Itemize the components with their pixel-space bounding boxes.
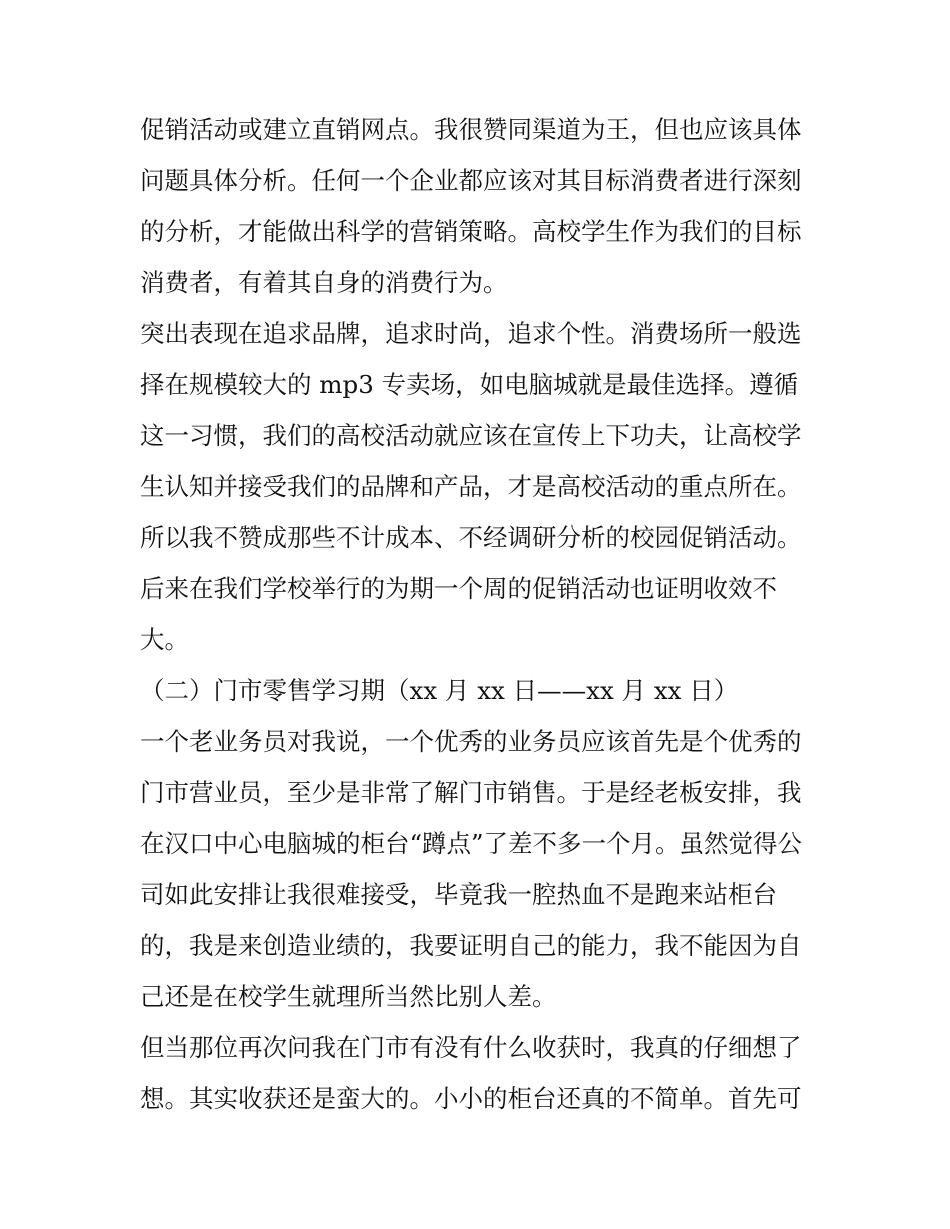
text-line: 问题具体分析。任何一个企业都应该对其目标消费者进行深刻	[140, 166, 802, 195]
text-line: 想。其实收获还是蛮大的。小小的柜台还真的不简单。首先可	[140, 1084, 802, 1113]
text-line: 这一习惯，我们的高校活动就应该在宣传上下功夫，让高校学	[140, 421, 802, 450]
text-line: 消费者，有着其自身的消费行为。	[140, 268, 508, 297]
text-line: 在汉口中心电脑城的柜台“蹲点”了差不多一个月。虽然觉得公	[140, 829, 803, 858]
text-line: 突出表现在追求品牌，追求时尚，追求个性。消费场所一般选	[140, 319, 802, 348]
text-line: 生认知并接受我们的品牌和产品，才是高校活动的重点所在。	[140, 472, 802, 501]
body-text	[140, 104, 830, 1124]
text-line: 大。	[140, 625, 189, 654]
text-line: 门市营业员，至少是非常了解门市销售。于是经老板安排，我	[140, 778, 802, 807]
text-line: 所以我不赞成那些不计成本、不经调研分析的校园促销活动。	[140, 523, 802, 552]
text-line: 择在规模较大的 mp3 专卖场，如电脑城就是最佳选择。遵循	[140, 370, 799, 399]
text-line: 后来在我们学校举行的为期一个周的促销活动也证明收效不	[140, 574, 777, 603]
text-line: 己还是在校学生就理所当然比别人差。	[140, 982, 557, 1011]
text-line: 的，我是来创造业绩的，我要证明自己的能力，我不能因为自	[140, 931, 802, 960]
text-line: 一个老业务员对我说，一个优秀的业务员应该首先是个优秀的	[140, 727, 802, 756]
text-line: 但当那位再次问我在门市有没有什么收获时，我真的仔细想了	[140, 1033, 802, 1062]
text-line: 促销活动或建立直销网点。我很赞同渠道为王，但也应该具体	[140, 115, 802, 144]
text-line: 司如此安排让我很难接受，毕竟我一腔热血不是跑来站柜台	[140, 880, 777, 909]
section-heading: （二）门市零售学习期（xx 月 xx 日——xx 月 xx 日）	[140, 676, 739, 705]
text-line: 的分析，才能做出科学的营销策略。高校学生作为我们的目标	[140, 217, 802, 246]
